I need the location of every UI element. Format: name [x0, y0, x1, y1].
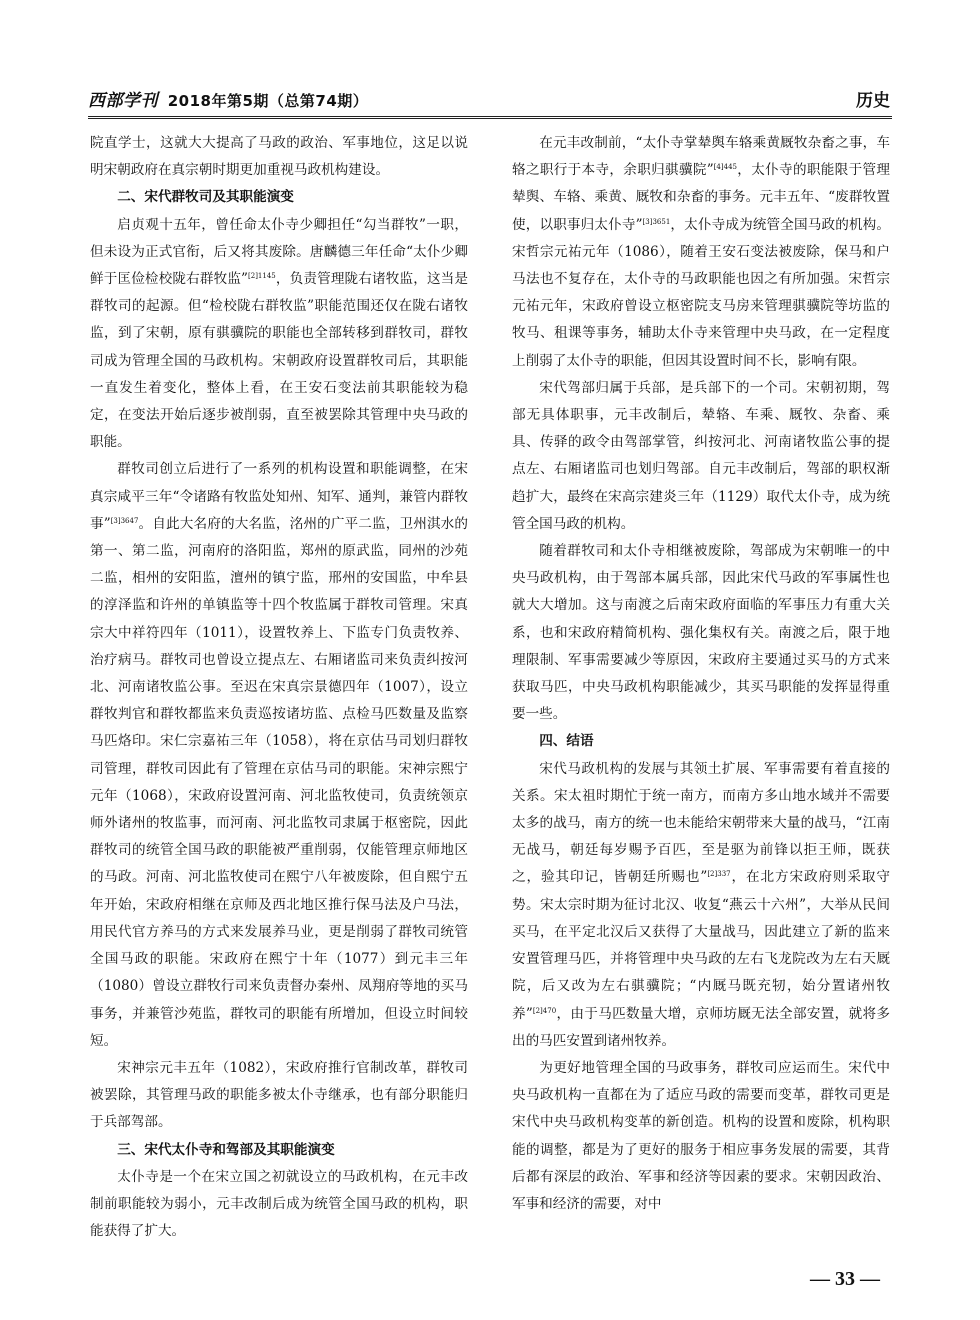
paragraph-text: ，在北方宋政府则采取守势。宋太宗时期为征讨北汉、收复“燕云十六州”，大举从民间买马，在平定北汉后又获得了大量战马，因此建立了新的监来安置管理马匹，并将管理中央马政的左右飞龙院改为左右天厩院，后又改为左右骐骥院；“内厩马既充牣，始分置诸州牧养” — [512, 869, 890, 1022]
paragraph — [90, 1164, 468, 1246]
paragraph-text: 在元丰改制前，“太仆寺掌辇舆车辂乘黄厩牧杂畜之事，车辂之职行于本寺，余职归骐骥院” — [512, 135, 890, 179]
paragraph-text: 群牧司创立后进行了一系列的机构设置和职能调整，在宋真宗咸平三年“令诸路有牧监处知州、知军、通判，兼管内群牧事” — [90, 461, 468, 532]
section-heading: 四、结语 — [539, 733, 594, 750]
paragraph — [90, 1055, 468, 1137]
citation-ref: [3]3647 — [110, 516, 139, 525]
section-heading: 三、宋代太仆寺和驾部及其职能演变 — [117, 1141, 335, 1158]
section-heading: 二、宋代群牧司及其职能演变 — [117, 189, 294, 206]
paragraph-text: 太仆寺是一个在宋立国之初就设立的马政机构，在元丰改制前职能较为弱小，元丰改制后成为统管全国马政的机构，职能获得了扩大。 — [90, 1168, 468, 1240]
journal-logo: 西部学刊 — [88, 91, 158, 111]
paragraph — [512, 756, 890, 1055]
paragraph — [512, 1055, 890, 1218]
left-column — [90, 130, 468, 1250]
paragraph-text: 为更好地管理全国的马政事务，群牧司应运而生。宋代中央马政机构一直都在为了适应马政的需要而变革，群牧司更是宋代中央马政机构变革的新创造。机构的设置和废除，机构职能的调整，都是为了更好的服务于相应事务发展的需要，其背后都有深层的政治、军事和经济等因素的要求。宋朝因政治、军事和经济的需要，对中 — [512, 1059, 890, 1212]
paragraph-text: 宋代马政机构的发展与其领土扩展、军事需要有着直接的关系。宋太祖时期忙于统一南方，而南方多山地水域并不需要太多的战马，南方的统一也未能给宋朝带来大量的战马，“江南无战马，朝廷每岁赐予百匹，至是驱为前锋以拒王师，既获之，验其印记，皆朝廷所赐也” — [512, 760, 890, 886]
paragraph — [90, 456, 468, 1054]
citation-ref: [2]470 — [532, 1006, 557, 1015]
paragraph-text: 院直学士，这就大大提高了马政的政治、军事地位，这足以说明宋朝政府在真宗朝时期更加重视马政机构建设。 — [90, 135, 468, 179]
paragraph-text: 。自此大名府的大名监，洺州的广平二监，卫州淇水的第一、第二监，河南府的洛阳监，郑州的原武监，同州的沙苑二监，相州的安阳监，澶州的镇宁监，邢州的安国监，中牟县的淳泽监和许州的单镇监等十四个牧监属于群牧司管理。宋真宗大中祥符四年（1011），设置牧养上、下监专门负责牧养、治疗病马。群牧司也曾设立提点左、右厢诸监司来负责纠按河北、河南诸牧监公事。至迟在宋真宗景德四年（1007），设立群牧判官和群牧都监来负责巡按诸坊监、点检马匹数量及监察马匹烙印。宋仁宗嘉祐三年（1058），将在京估马司划归群牧司管理，群牧司因此有了管理在京估马司的职能。宋神宗熙宁元年（1068），宋政府设置河南、河北监牧使司，负责统领京师外诸州的牧监事，而河南、河北监牧司隶属于枢密院，因此群牧司的统管全国马政的职能被严重削弱，仅能管理京师地区的马政。河南、河北监牧使司在熙宁八年被废除，但自熙宁五年开始，宋政府相继在京师及西北地区推行保马法及户马法，用民代官方养马的方式来发展养马业，更是削弱了群牧司统管全国马政的职能。宋政府在熙宁十年（1077）到元丰三年（1080）曾设立群牧行司来负责督办秦州、凤翔府等地的买马事务，并兼管沙苑监，群牧司的职能有所增加，但设立时间较短。 — [90, 515, 468, 1049]
section-label: 历史 — [856, 91, 890, 111]
citation-ref: [3]3651 — [642, 217, 671, 226]
journal-info — [88, 86, 368, 111]
citation-ref: [2]1145 — [248, 272, 276, 281]
paragraph-text: ，太仆寺成为统管全国马政的机构。宋哲宗元祐元年（1086），随着王安石变法被废除，保马和户马法也不复存在，太仆寺的马政职能也因之有所加强。宋哲宗元祐元年，宋政府曾设立枢密院支马房来管理骐骥院等坊监的牧马、租课等事务，辅助太仆寺来管理中央马政，在一定程度上削弱了太仆寺的职能，但因其设置时间不长，影响有限。 — [512, 216, 890, 369]
citation-ref: [4]445 — [713, 163, 737, 172]
paragraph — [90, 130, 468, 184]
paragraph-text: 随着群牧司和太仆寺相继被废除，驾部成为宋朝唯一的中央马政机构，由于驾部本属兵部，因此宋代马政的军事属性也就大大增加。这与南渡之后南宋政府面临的军事压力有重大关系，也和宋政府精简机构、强化集权有关。南渡之后，限于地理限制、军事需要减少等原因，宋政府主要通过买马的方式来获取马匹，中央马政机构职能减少，其买马职能的发挥显得重要一些。 — [512, 543, 890, 723]
paragraph-text: 宋神宗元丰五年（1082），宋政府推行官制改革，群牧司被罢除，其管理马政的职能多被太仆寺继承，也有部分职能归于兵部驾部。 — [90, 1059, 468, 1131]
paragraph — [512, 538, 890, 728]
running-header — [88, 82, 892, 119]
journal-issue: 2018年第5期（总第74期） — [167, 92, 369, 110]
paragraph — [90, 212, 468, 457]
right-column — [512, 130, 890, 1250]
paragraph-text: 宋代驾部归属于兵部，是兵部下的一个司。宋朝初期，驾部无具体职事，元丰改制后，辇辂、车乘、厩牧、杂畜、乘具、传驿的政令由驾部掌管，纠按河北、河南诸牧监公事的提点左、右厢诸监司也划归驾部。自元丰改制后，驾部的职权渐趋扩大，最终在宋高宗建炎三年（1129）取代太仆寺，成为统管全国马政的机构。 — [512, 379, 890, 532]
page-number: — 33 — — [810, 1268, 880, 1290]
paragraph-text: 启贞观十五年，曾任命太仆寺少卿担任“勾当群牧”一职，但未设为正式官衔，后又将其废除。唐麟德三年任命“太仆少卿鲜于匡俭检校陇右群牧监” — [90, 216, 468, 288]
paragraph-text: ，太仆寺的职能限于管理辇舆、车辂、乘黄、厩牧和杂畜的事务。元丰五年、“废群牧置使，以职事归太仆寺” — [512, 162, 890, 233]
paragraph-text: ，由于马匹数量大增，京师坊厩无法全部安置，就将多出的马匹安置到诸州牧养。 — [512, 1005, 890, 1049]
paragraph — [512, 130, 890, 375]
paragraph-text: ，负责管理陇右诸牧监，这当是群牧司的起源。但“检校陇右群牧监”职能范围还仅在陇右诸牧监，到了宋朝，原有骐骥院的职能也全部转移到群牧司，群牧司成为管理全国的马政机构。宋朝政府设置群牧司后，其职能一直发生着变化，整体上看，在王安石变法前其职能较为稳定，在变法开始后逐步被削弱，直至被罢除其管理中央马政的职能。 — [90, 271, 468, 451]
paragraph — [512, 375, 890, 538]
citation-ref: [2]337 — [707, 870, 731, 879]
